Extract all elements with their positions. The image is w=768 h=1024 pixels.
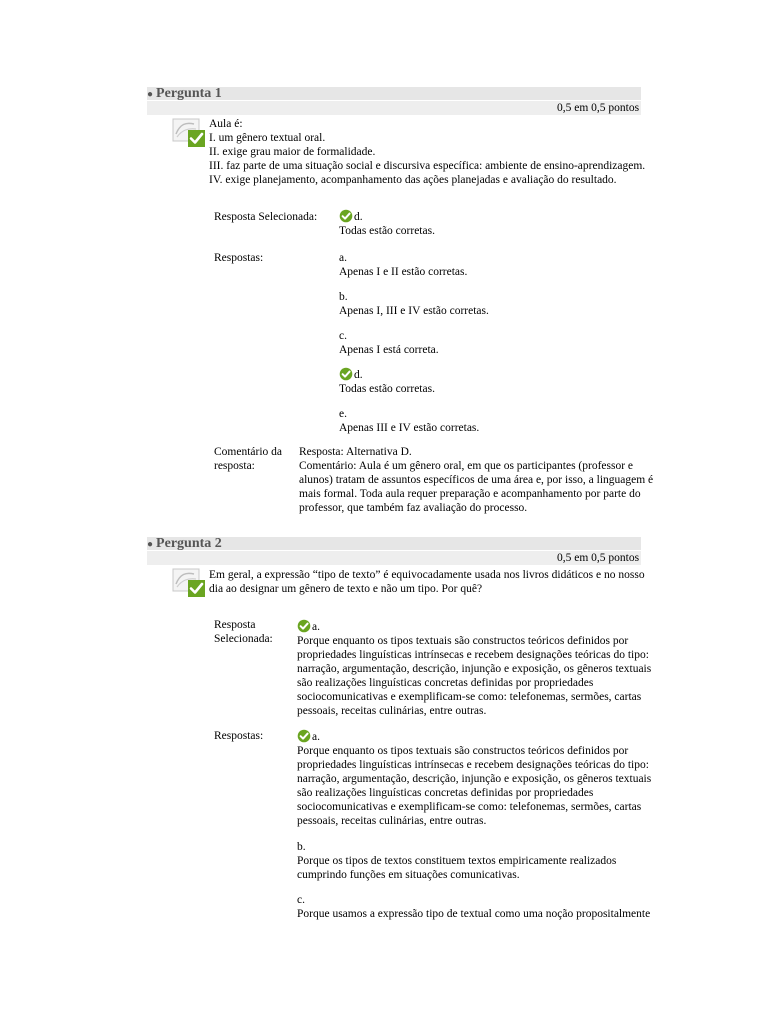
option-letter: c. bbox=[339, 330, 347, 342]
comment-label-line: resposta: bbox=[214, 460, 255, 472]
answer-option-e bbox=[339, 407, 479, 435]
option-line: pessoais, receitas culinárias, entre outras. bbox=[297, 815, 487, 827]
question-2-stem bbox=[209, 568, 645, 596]
option-line: Porque enquanto os tipos textuais são constructos teóricos definidos por bbox=[297, 745, 629, 757]
stem-line: I. um gênero textual oral. bbox=[209, 132, 326, 144]
option-line: cumprindo funções em situações comunicativas. bbox=[297, 869, 520, 881]
comment-label-line: Comentário da bbox=[214, 446, 283, 458]
stem-line: IV. exige planejamento, acompanhamento das ações planejadas e avaliação do resultado. bbox=[209, 174, 617, 186]
selected-answer-text: Todas estão corretas. bbox=[339, 225, 435, 237]
answer-option-b bbox=[339, 290, 489, 318]
selected-answer-line: Porque enquanto os tipos textuais são constructos teóricos definidos por bbox=[297, 635, 629, 647]
comment-line: Resposta: Alternativa D. bbox=[299, 446, 412, 458]
option-line: Porque os tipos de textos constituem textos empiricamente realizados bbox=[297, 855, 617, 867]
answers-label: Respostas: bbox=[214, 252, 264, 264]
selected-answer-line: pessoais, receitas culinárias, entre outras. bbox=[297, 705, 487, 717]
correct-check-icon bbox=[339, 209, 353, 223]
graded-correct-icon bbox=[172, 568, 206, 598]
comment-line: alunos) tratam de assuntos específicos de uma área e, por isso, a linguagem é bbox=[299, 474, 654, 486]
selected-answer bbox=[297, 619, 651, 718]
selected-answer-letter: d. bbox=[354, 211, 363, 223]
selected-label-line: Resposta bbox=[214, 619, 256, 631]
option-text: Apenas III e IV estão corretas. bbox=[339, 422, 480, 434]
stem-line: II. exige grau maior de formalidade. bbox=[209, 146, 376, 158]
selected-answer-line: narração, argumentação, descrição, injunção e exposição, os gêneros textuais bbox=[297, 663, 652, 675]
option-line: Porque usamos a expressão tipo de textual como uma noção propositalmente bbox=[297, 908, 651, 920]
graded-correct-icon bbox=[172, 118, 206, 148]
comment-label bbox=[214, 445, 282, 473]
comment-line: mais formal. Toda aula requer preparação e acompanhamento por parte do bbox=[299, 488, 641, 500]
option-text: Apenas I e II estão corretas. bbox=[339, 266, 468, 278]
comment-line: professor, que também faz avaliação do processo. bbox=[299, 502, 528, 514]
answer-option-b bbox=[297, 840, 616, 882]
selected-answer-label: Resposta Selecionada: bbox=[214, 211, 318, 223]
question-1-stem bbox=[209, 117, 645, 187]
question-1-title-text: Pergunta 1 bbox=[156, 86, 222, 101]
question-1-points: 0,5 em 0,5 pontos bbox=[557, 102, 640, 114]
selected-label-line: Selecionada: bbox=[214, 633, 273, 645]
option-letter: b. bbox=[339, 291, 348, 303]
option-line: sociocomunicativas e exemplificam-se como: telefonemas, sermões, cartas bbox=[297, 801, 642, 813]
answer-option-a bbox=[297, 729, 651, 828]
correct-check-icon bbox=[297, 619, 311, 633]
option-letter: c. bbox=[297, 894, 305, 906]
option-line: são realizações linguísticas concretas definidas por propriedades bbox=[297, 787, 594, 799]
selected-answer-letter: a. bbox=[312, 621, 320, 633]
option-line: narração, argumentação, descrição, injunção e exposição, os gêneros textuais bbox=[297, 773, 652, 785]
answer-option-d bbox=[339, 367, 435, 396]
option-letter: b. bbox=[297, 841, 306, 853]
stem-line: Em geral, a expressão “tipo de texto” é equivocadamente usada nos livros didáticos e no nosso bbox=[209, 569, 645, 581]
option-text: Apenas I está correta. bbox=[339, 344, 439, 356]
stem-line: III. faz parte de uma situação social e discursiva específica: ambiente de ensino-aprendizagem. bbox=[209, 160, 646, 172]
option-letter: d. bbox=[354, 369, 363, 381]
selected-answer-label bbox=[214, 618, 273, 646]
answers-label: Respostas: bbox=[214, 730, 264, 742]
question-2-title-text: Pergunta 2 bbox=[156, 536, 222, 551]
bullet-icon: ● bbox=[147, 539, 154, 550]
answer-option-c bbox=[339, 329, 439, 357]
option-text: Todas estão corretas. bbox=[339, 383, 435, 395]
correct-check-icon bbox=[339, 367, 353, 381]
stem-line: dia ao designar um gênero de texto e não um tipo. Por quê? bbox=[209, 583, 483, 595]
selected-answer-line: propriedades linguísticas intrínsecas e recebem designações teóricas do tipo: bbox=[297, 649, 649, 661]
selected-answer bbox=[339, 209, 435, 238]
stem-line: Aula é: bbox=[209, 118, 243, 130]
option-line: propriedades linguísticas intrínsecas e recebem designações teóricas do tipo: bbox=[297, 759, 649, 771]
answer-option-a bbox=[339, 251, 467, 279]
comment-line: Comentário: Aula é um gênero oral, em que os participantes (professor e bbox=[299, 460, 634, 472]
option-letter: a. bbox=[312, 731, 320, 743]
answer-option-c bbox=[297, 893, 650, 921]
option-letter: a. bbox=[339, 252, 347, 264]
selected-answer-line: sociocomunicativas e exemplificam-se como: telefonemas, sermões, cartas bbox=[297, 691, 642, 703]
option-text: Apenas I, III e IV estão corretas. bbox=[339, 305, 489, 317]
correct-check-icon bbox=[297, 729, 311, 743]
selected-answer-line: são realizações linguísticas concretas definidas por propriedades bbox=[297, 677, 594, 689]
comment-text bbox=[299, 445, 653, 515]
question-2-points: 0,5 em 0,5 pontos bbox=[557, 552, 640, 564]
bullet-icon: ● bbox=[147, 89, 154, 100]
option-letter: e. bbox=[339, 408, 347, 420]
